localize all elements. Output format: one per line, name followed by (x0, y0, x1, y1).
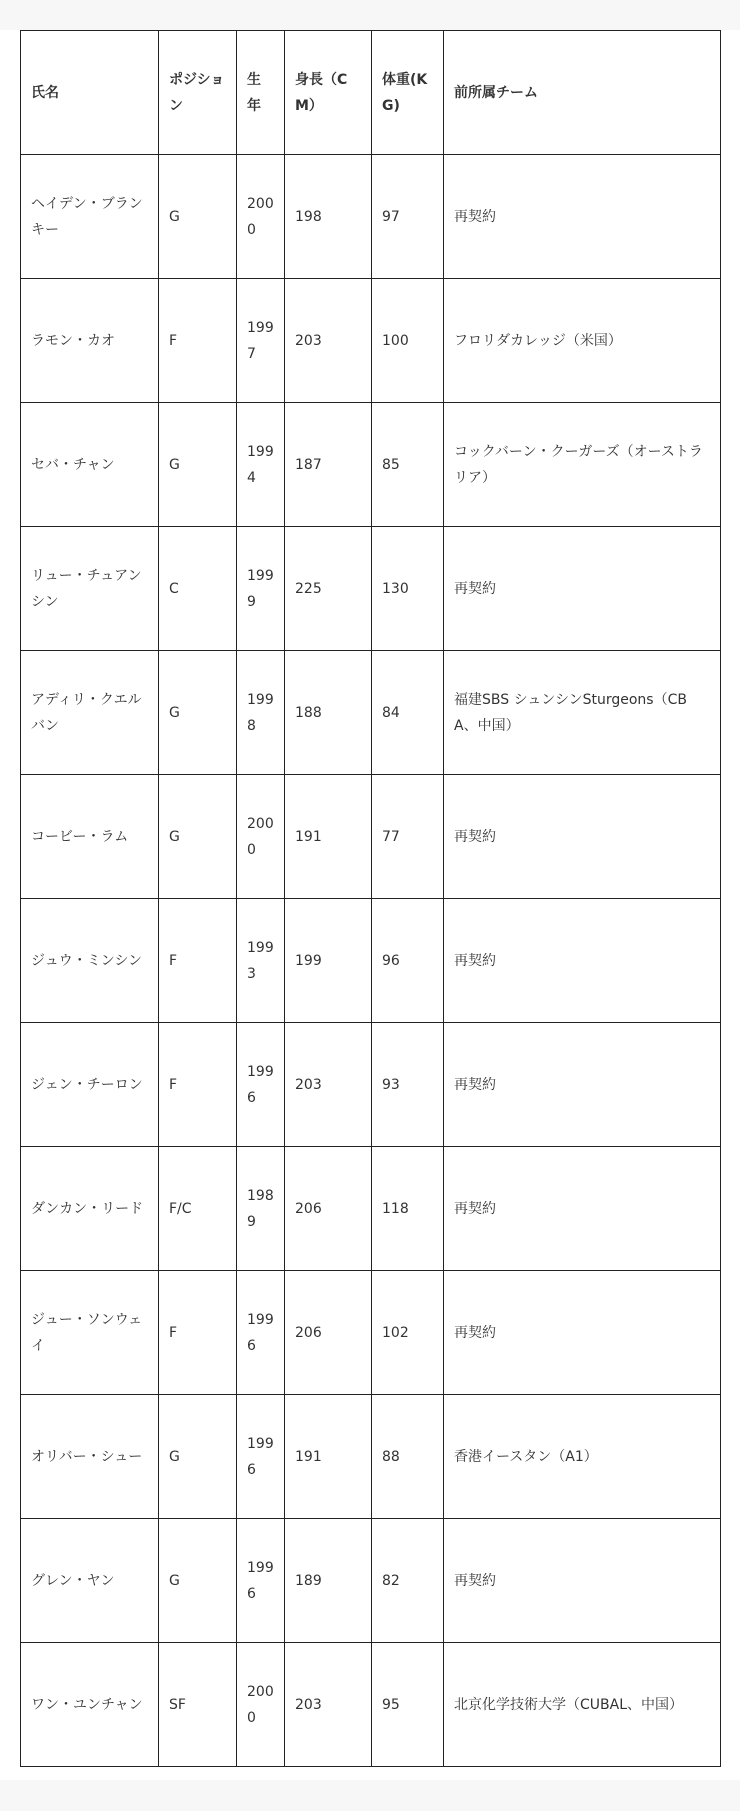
player-name-cell: ラモン・カオ (21, 279, 159, 403)
previous-team-cell: 北京化学技術大学（CUBAL、中国） (444, 1643, 721, 1767)
table-row (21, 279, 721, 403)
weight-cell: 82 (372, 1519, 444, 1643)
weight-cell: 77 (372, 775, 444, 899)
table-row (21, 1271, 721, 1395)
table-row (21, 651, 721, 775)
height-cell: 191 (285, 775, 372, 899)
weight-cell: 102 (372, 1271, 444, 1395)
weight-cell: 118 (372, 1147, 444, 1271)
birth-year-cell: 2000 (237, 155, 285, 279)
height-cell: 206 (285, 1147, 372, 1271)
position-cell: G (159, 155, 237, 279)
weight-cell: 130 (372, 527, 444, 651)
position-cell: C (159, 527, 237, 651)
header-row (21, 31, 721, 155)
weight-cell: 100 (372, 279, 444, 403)
header-position: ポジション (159, 31, 237, 155)
roster-body (21, 155, 721, 1767)
table-row (21, 1147, 721, 1271)
birth-year-cell: 1993 (237, 899, 285, 1023)
table-row (21, 527, 721, 651)
table-row (21, 155, 721, 279)
previous-team-cell: コックバーン・クーガーズ（オーストラリア） (444, 403, 721, 527)
player-name-cell: オリバー・シュー (21, 1395, 159, 1519)
header-weight: 体重(KG) (372, 31, 444, 155)
position-cell: SF (159, 1643, 237, 1767)
birth-year-cell: 1996 (237, 1395, 285, 1519)
player-name-cell: コービー・ラム (21, 775, 159, 899)
position-cell: F/C (159, 1147, 237, 1271)
header-previous-team: 前所属チーム (444, 31, 721, 155)
previous-team-cell: 再契約 (444, 899, 721, 1023)
position-cell: G (159, 1519, 237, 1643)
height-cell: 198 (285, 155, 372, 279)
weight-cell: 85 (372, 403, 444, 527)
table-row (21, 1519, 721, 1643)
table-row (21, 1395, 721, 1519)
weight-cell: 84 (372, 651, 444, 775)
height-cell: 203 (285, 1023, 372, 1147)
previous-team-cell: 再契約 (444, 155, 721, 279)
player-name-cell: グレン・ヤン (21, 1519, 159, 1643)
height-cell: 191 (285, 1395, 372, 1519)
previous-team-cell: 再契約 (444, 1271, 721, 1395)
weight-cell: 93 (372, 1023, 444, 1147)
weight-cell: 97 (372, 155, 444, 279)
player-name-cell: ワン・ユンチャン (21, 1643, 159, 1767)
position-cell: F (159, 1271, 237, 1395)
height-cell: 206 (285, 1271, 372, 1395)
birth-year-cell: 1996 (237, 1519, 285, 1643)
header-name: 氏名 (21, 31, 159, 155)
player-name-cell: ジュー・ソンウェイ (21, 1271, 159, 1395)
height-cell: 203 (285, 1643, 372, 1767)
height-cell: 199 (285, 899, 372, 1023)
previous-team-cell: フロリダカレッジ（米国） (444, 279, 721, 403)
table-row (21, 403, 721, 527)
previous-team-cell: 再契約 (444, 1147, 721, 1271)
player-name-cell: ヘイデン・ブランキー (21, 155, 159, 279)
table-row (21, 899, 721, 1023)
player-name-cell: セバ・チャン (21, 403, 159, 527)
height-cell: 188 (285, 651, 372, 775)
position-cell: F (159, 899, 237, 1023)
player-name-cell: リュー・チュアンシン (21, 527, 159, 651)
position-cell: G (159, 1395, 237, 1519)
birth-year-cell: 1999 (237, 527, 285, 651)
roster-table (20, 30, 721, 1767)
previous-team-cell: 再契約 (444, 1023, 721, 1147)
position-cell: G (159, 403, 237, 527)
player-name-cell: ダンカン・リード (21, 1147, 159, 1271)
birth-year-cell: 1989 (237, 1147, 285, 1271)
previous-team-cell: 香港イースタン（A1） (444, 1395, 721, 1519)
birth-year-cell: 1996 (237, 1271, 285, 1395)
birth-year-cell: 2000 (237, 775, 285, 899)
top-margin (0, 0, 740, 30)
table-row (21, 1643, 721, 1767)
player-name-cell: アディリ・クエルバン (21, 651, 159, 775)
birth-year-cell: 1996 (237, 1023, 285, 1147)
weight-cell: 88 (372, 1395, 444, 1519)
birth-year-cell: 1998 (237, 651, 285, 775)
position-cell: G (159, 651, 237, 775)
table-row (21, 1023, 721, 1147)
height-cell: 203 (285, 279, 372, 403)
birth-year-cell: 2000 (237, 1643, 285, 1767)
birth-year-cell: 1997 (237, 279, 285, 403)
birth-year-cell: 1994 (237, 403, 285, 527)
header-birth-year: 生年 (237, 31, 285, 155)
position-cell: G (159, 775, 237, 899)
height-cell: 187 (285, 403, 372, 527)
weight-cell: 96 (372, 899, 444, 1023)
player-name-cell: ジェン・チーロン (21, 1023, 159, 1147)
height-cell: 225 (285, 527, 372, 651)
previous-team-cell: 福建SBS シュンシンSturgeons（CBA、中国） (444, 651, 721, 775)
previous-team-cell: 再契約 (444, 775, 721, 899)
header-height: 身長（CM） (285, 31, 372, 155)
previous-team-cell: 再契約 (444, 527, 721, 651)
table-row (21, 775, 721, 899)
position-cell: F (159, 1023, 237, 1147)
position-cell: F (159, 279, 237, 403)
height-cell: 189 (285, 1519, 372, 1643)
page-content (0, 30, 740, 1780)
player-name-cell: ジュウ・ミンシン (21, 899, 159, 1023)
weight-cell: 95 (372, 1643, 444, 1767)
previous-team-cell: 再契約 (444, 1519, 721, 1643)
